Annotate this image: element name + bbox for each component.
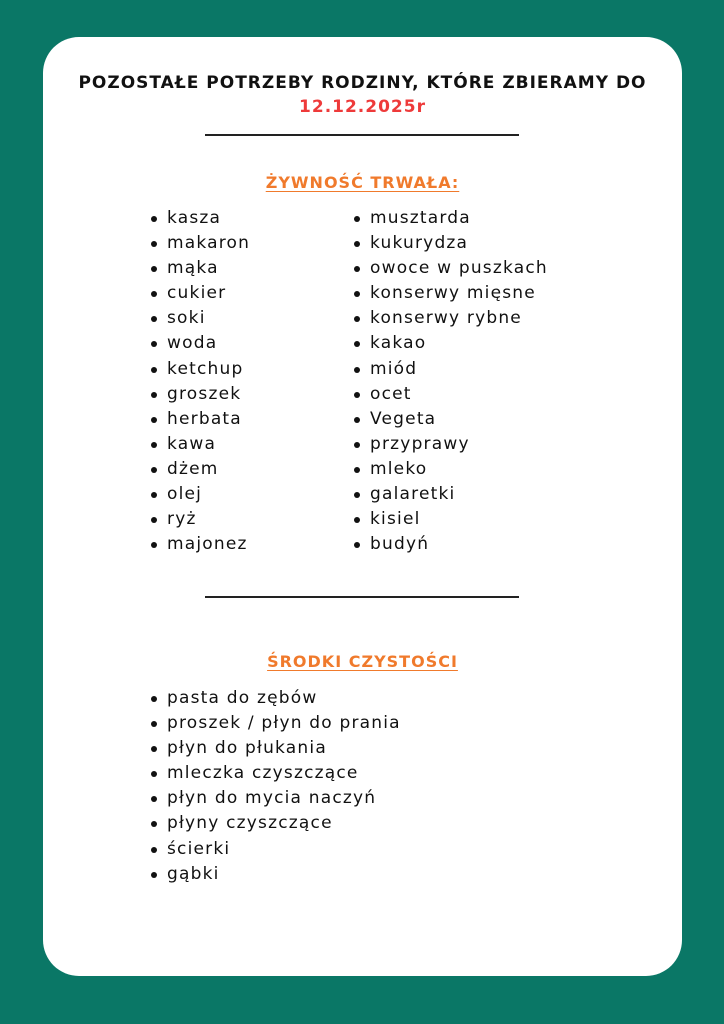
bullet-icon [354, 542, 360, 548]
list-item-label: kawa [167, 433, 217, 454]
bullet-icon [354, 417, 360, 423]
list-item [151, 736, 401, 761]
list-item [151, 357, 250, 382]
divider-top [205, 134, 519, 136]
bullet-icon [354, 492, 360, 498]
list-item [151, 811, 401, 836]
list-item-label: musztarda [370, 208, 471, 228]
bullet-icon [151, 821, 157, 827]
list-item-label: woda [167, 333, 218, 354]
list-item [151, 231, 250, 256]
list-item [354, 331, 548, 356]
list-item-label: płyn do mycia naczyń [167, 788, 377, 809]
list-item [354, 532, 548, 557]
list-item-label: proszek / płyn do prania [167, 713, 401, 734]
list-item-label: galaretki [370, 484, 456, 505]
list-item-label: dżem [167, 458, 219, 479]
list-item-label: kakao [370, 333, 427, 354]
bullet-icon [151, 771, 157, 777]
bullet-icon [151, 872, 157, 878]
bullet-icon [151, 367, 157, 373]
food-list-left [151, 206, 250, 557]
list-item-label: owoce w puszkach [370, 258, 548, 279]
list-item [151, 281, 250, 306]
list-item [151, 306, 250, 331]
list-item [354, 357, 548, 382]
list-item-label: konserwy mięsne [370, 283, 536, 304]
collection-date: 12.12.2025r [299, 97, 426, 117]
list-item [151, 786, 401, 811]
bullet-icon [354, 517, 360, 523]
bullet-icon [151, 266, 157, 272]
food-section-heading: ŻYWNOŚĆ TRWAŁA: [265, 173, 460, 192]
divider-middle [205, 596, 519, 598]
list-item [151, 862, 401, 887]
list-item [151, 482, 250, 507]
list-item [354, 231, 548, 256]
cleaning-section-heading: ŚRODKI CZYSTOŚCI [267, 652, 458, 671]
list-item-label: ocet [370, 383, 412, 404]
list-item [151, 407, 250, 432]
list-item [354, 482, 548, 507]
list-item-label: herbata [167, 408, 242, 429]
flyer-title: POZOSTAŁE POTRZEBY RODZINY, KTÓRE ZBIERAMY DO [78, 73, 647, 93]
list-item [354, 281, 548, 306]
bullet-icon [151, 796, 157, 802]
bullet-icon [354, 341, 360, 347]
list-item [151, 711, 401, 736]
list-item-label: ketchup [167, 358, 244, 379]
list-item-label: pasta do zębów [167, 688, 318, 708]
list-item-label: miód [370, 358, 418, 379]
list-item-label: groszek [167, 383, 242, 404]
list-item-label: płyny czyszczące [167, 813, 333, 834]
bullet-icon [151, 417, 157, 423]
list-item-label: mąka [167, 258, 219, 279]
list-item [151, 382, 250, 407]
list-item-label: budyń [370, 534, 430, 555]
list-item [151, 331, 250, 356]
bullet-icon [151, 467, 157, 473]
list-item-label: kisiel [370, 509, 421, 530]
bullet-icon [151, 442, 157, 448]
list-item [354, 432, 548, 457]
bullet-icon [151, 517, 157, 523]
bullet-icon [354, 266, 360, 272]
bullet-icon [151, 847, 157, 853]
list-item-label: mleczka czyszczące [167, 763, 359, 784]
flyer-card [43, 37, 682, 976]
bullet-icon [354, 467, 360, 473]
bullet-icon [354, 442, 360, 448]
bullet-icon [354, 316, 360, 322]
list-item-label: cukier [167, 283, 227, 304]
list-item [151, 457, 250, 482]
list-item [151, 432, 250, 457]
list-item [151, 761, 401, 786]
list-item-label: kukurydza [370, 233, 469, 254]
list-item-label: konserwy rybne [370, 308, 522, 329]
list-item-label: gąbki [167, 863, 220, 884]
list-item-label: ryż [167, 509, 197, 530]
bullet-icon [151, 542, 157, 548]
list-item [151, 532, 250, 557]
bullet-icon [151, 392, 157, 398]
list-item-label: płyn do płukania [167, 738, 327, 759]
bullet-icon [354, 367, 360, 373]
bullet-icon [151, 721, 157, 727]
list-item [354, 306, 548, 331]
list-item-label: soki [167, 308, 206, 329]
list-item [151, 837, 401, 862]
list-item-label: kasza [167, 208, 222, 228]
bullet-icon [151, 492, 157, 498]
bullet-icon [151, 216, 157, 222]
list-item-label: Vegeta [370, 408, 437, 429]
list-item [151, 256, 250, 281]
list-item [151, 507, 250, 532]
list-item [354, 382, 548, 407]
food-list-right [354, 206, 548, 557]
list-item-label: przyprawy [370, 433, 470, 454]
bullet-icon [354, 241, 360, 247]
list-item-label: mleko [370, 458, 428, 479]
list-item-label: makaron [167, 233, 251, 254]
bullet-icon [151, 696, 157, 702]
list-item [151, 686, 401, 711]
list-item [354, 256, 548, 281]
bullet-icon [151, 291, 157, 297]
list-item-label: ścierki [167, 838, 231, 859]
bullet-icon [354, 216, 360, 222]
list-item [354, 206, 548, 231]
bullet-icon [354, 291, 360, 297]
list-item [354, 457, 548, 482]
list-item [354, 407, 548, 432]
bullet-icon [151, 241, 157, 247]
bullet-icon [151, 341, 157, 347]
list-item [151, 206, 250, 231]
list-item [354, 507, 548, 532]
bullet-icon [151, 746, 157, 752]
list-item-label: olej [167, 484, 203, 505]
bullet-icon [354, 392, 360, 398]
list-item-label: majonez [167, 534, 248, 555]
cleaning-list [151, 686, 401, 887]
bullet-icon [151, 316, 157, 322]
